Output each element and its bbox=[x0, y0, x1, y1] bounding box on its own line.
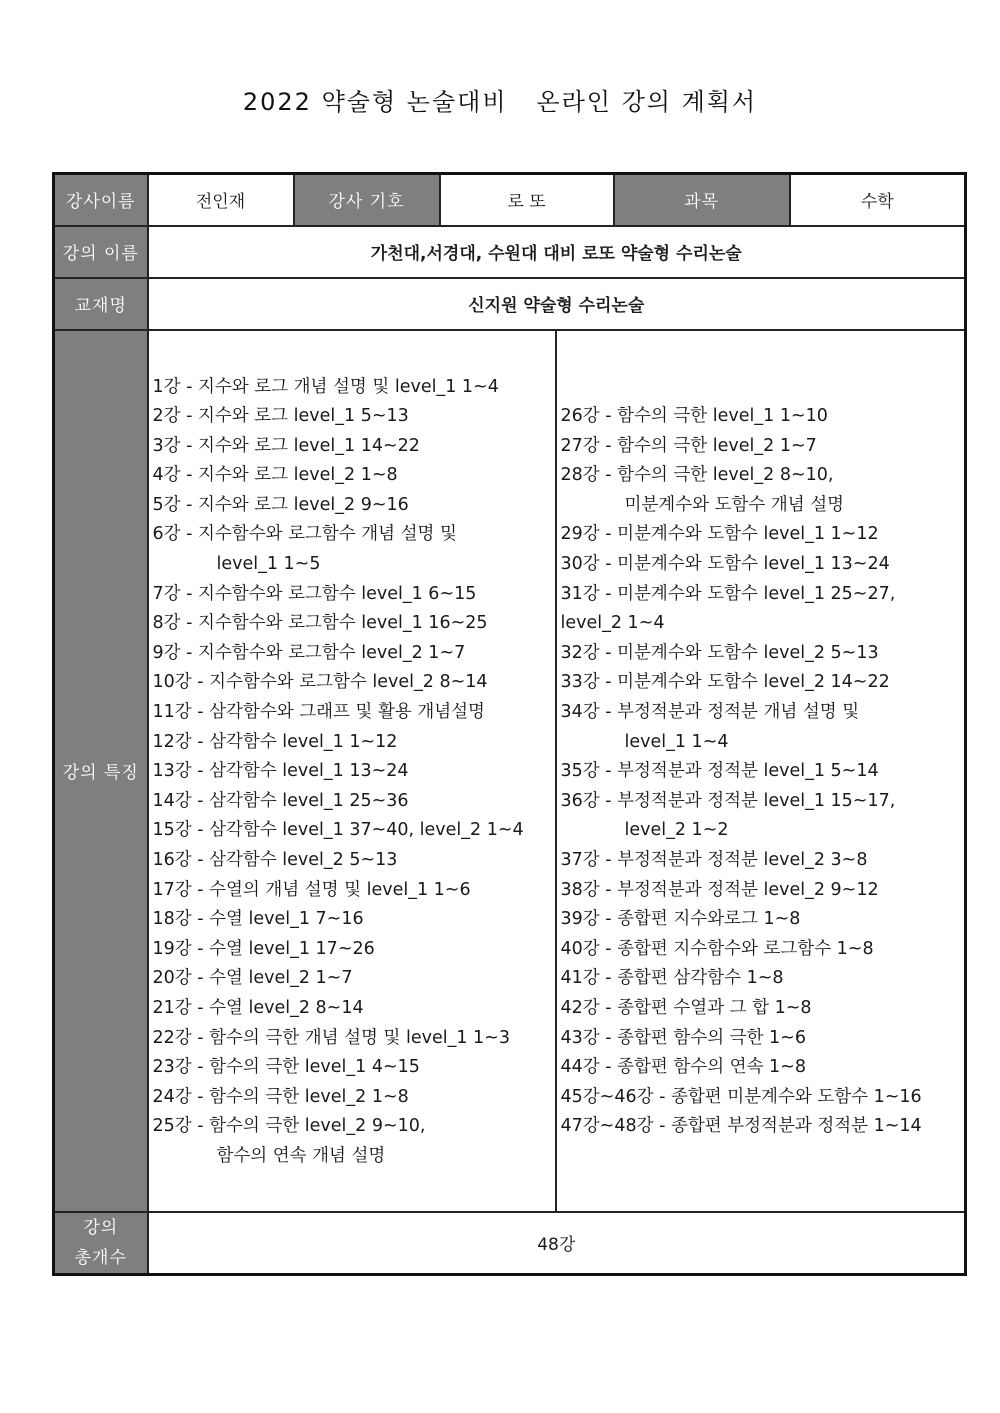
lecture-item: 22강 - 함수의 극한 개념 설명 및 level_1 1~3 bbox=[152, 1027, 510, 1048]
lecture-item: 40강 - 종합편 지수함수와 로그함수 1~8 bbox=[560, 938, 874, 959]
course-name-row bbox=[54, 226, 966, 278]
lecture-item: 10강 - 지수함수와 로그함수 level_2 8~14 bbox=[152, 672, 488, 693]
lecture-item: 6강 - 지수함수와 로그함수 개념 설명 및 bbox=[152, 524, 457, 545]
lecture-item: 37강 - 부정적분과 정적분 level_2 3~8 bbox=[560, 850, 868, 870]
lecture-item: 16강 - 삼각함수 level_2 5~13 bbox=[152, 850, 398, 870]
features-row bbox=[54, 330, 966, 1212]
lecture-item: 26강 - 함수의 극한 level_1 1~10 bbox=[560, 406, 828, 427]
lecture-item: 29강 - 미분계수와 도함수 level_1 1~12 bbox=[560, 524, 879, 545]
lecture-item: 4강 - 지수와 로그 level_2 1~8 bbox=[152, 465, 398, 486]
features-columns bbox=[149, 331, 965, 1211]
features-label: 강의 특징 bbox=[54, 330, 148, 1212]
lecture-item: 7강 - 지수함수와 로그함수 level_1 6~15 bbox=[152, 583, 477, 604]
lecture-item: 14강 - 삼각함수 level_1 25~36 bbox=[152, 790, 409, 811]
course-name-value: 가천대,서경대, 수원대 대비 로또 약술형 수리논술 bbox=[148, 226, 966, 278]
lecture-item: 31강 - 미분계수와 도함수 level_1 25~27, bbox=[560, 583, 896, 604]
total-label bbox=[54, 1212, 148, 1275]
lecture-item: level_1 1~5 bbox=[216, 554, 321, 575]
lecture-item: 20강 - 수열 level_2 1~7 bbox=[152, 968, 353, 989]
instructor-label: 강사이름 bbox=[54, 174, 148, 226]
lecture-item: 30강 - 미분계수와 도함수 level_1 13~24 bbox=[560, 554, 890, 575]
lecture-item: 9강 - 지수함수와 로그함수 level_2 1~7 bbox=[152, 642, 466, 663]
total-row bbox=[54, 1212, 966, 1275]
lecture-item: 13강 - 삼각함수 level_1 13~24 bbox=[152, 761, 409, 782]
lecture-item: 47강~48강 - 종합편 부정적분과 정적분 1~14 bbox=[560, 1116, 922, 1137]
lecture-item: 3강 - 지수와 로그 level_1 14~22 bbox=[152, 435, 420, 456]
features-right-column bbox=[557, 331, 965, 1211]
instructor-code-value: 로 또 bbox=[440, 174, 614, 226]
total-value: 48강 bbox=[148, 1212, 966, 1275]
lecture-item: 21강 - 수열 level_2 8~14 bbox=[152, 997, 364, 1018]
instructor-value: 전인재 bbox=[148, 174, 294, 226]
lecture-item: 미분계수와 도함수 개념 설명 bbox=[624, 494, 845, 515]
lecture-item: 25강 - 함수의 극한 level_2 9~10, bbox=[152, 1116, 426, 1137]
lecture-item: 42강 - 종합편 수열과 그 합 1~8 bbox=[560, 997, 812, 1018]
lecture-item: 39강 - 종합편 지수와로그 1~8 bbox=[560, 909, 801, 930]
total-label-line2: 총개수 bbox=[74, 1247, 127, 1268]
lecture-item: level_2 1~4 bbox=[560, 613, 665, 634]
lecture-item: level_2 1~2 bbox=[624, 820, 729, 841]
lecture-item: 15강 - 삼각함수 level_1 37~40, level_2 1~4 bbox=[152, 820, 524, 841]
features-cell bbox=[148, 330, 966, 1212]
lecture-item: 5강 - 지수와 로그 level_2 9~16 bbox=[152, 494, 409, 515]
lecture-item: 17강 - 수열의 개념 설명 및 level_1 1~6 bbox=[152, 879, 471, 900]
textbook-label: 교재명 bbox=[54, 278, 148, 330]
lecture-item: 36강 - 부정적분과 정적분 level_1 15~17, bbox=[560, 790, 896, 811]
lecture-item: 1강 - 지수와 로그 개념 설명 및 level_1 1~4 bbox=[152, 376, 499, 397]
textbook-value: 신지원 약술형 수리논술 bbox=[148, 278, 966, 330]
subject-value: 수학 bbox=[790, 174, 966, 226]
lecture-item: 11강 - 삼각함수와 그래프 및 활용 개념설명 bbox=[152, 702, 485, 723]
textbook-row bbox=[54, 278, 966, 330]
lecture-item: 28강 - 함수의 극한 level_2 8~10, bbox=[560, 465, 834, 486]
lecture-item: 44강 - 종합편 함수의 연속 1~8 bbox=[560, 1057, 806, 1078]
lecture-item: 38강 - 부정적분과 정적분 level_2 9~12 bbox=[560, 879, 879, 900]
subject-label: 과목 bbox=[614, 174, 790, 226]
lecture-item: 18강 - 수열 level_1 7~16 bbox=[152, 909, 364, 930]
lecture-item: 35강 - 부정적분과 정적분 level_1 5~14 bbox=[560, 761, 879, 782]
instructor-code-label: 강사 기호 bbox=[294, 174, 440, 226]
lecture-plan-table bbox=[52, 172, 967, 1276]
lecture-item: 19강 - 수열 level_1 17~26 bbox=[152, 938, 375, 959]
features-left-column bbox=[149, 331, 557, 1211]
lecture-item: level_1 1~4 bbox=[624, 731, 729, 752]
total-label-line1: 강의 bbox=[83, 1217, 119, 1238]
lecture-item: 2강 - 지수와 로그 level_1 5~13 bbox=[152, 406, 409, 427]
page-title: 2022 약술형 논술대비 온라인 강의 계획서 bbox=[242, 88, 758, 116]
lecture-item: 33강 - 미분계수와 도함수 level_2 14~22 bbox=[560, 672, 890, 693]
lecture-item: 12강 - 삼각함수 level_1 1~12 bbox=[152, 731, 398, 752]
course-name-label: 강의 이름 bbox=[54, 226, 148, 278]
instructor-row bbox=[54, 174, 966, 226]
lecture-item: 41강 - 종합편 삼각함수 1~8 bbox=[560, 968, 784, 989]
lecture-item: 27강 - 함수의 극한 level_2 1~7 bbox=[560, 435, 817, 456]
lecture-item: 32강 - 미분계수와 도함수 level_2 5~13 bbox=[560, 642, 879, 663]
lecture-item: 8강 - 지수함수와 로그함수 level_1 16~25 bbox=[152, 613, 488, 634]
lecture-item: 45강~46강 - 종합편 미분계수와 도함수 1~16 bbox=[560, 1086, 922, 1107]
lecture-item: 43강 - 종합편 함수의 극한 1~6 bbox=[560, 1027, 806, 1048]
lecture-item: 34강 - 부정적분과 정적분 개념 설명 및 bbox=[560, 702, 860, 723]
lecture-item: 24강 - 함수의 극한 level_2 1~8 bbox=[152, 1086, 409, 1107]
lecture-item: 23강 - 함수의 극한 level_1 4~15 bbox=[152, 1057, 420, 1078]
lecture-item: 함수의 연속 개념 설명 bbox=[216, 1145, 386, 1166]
